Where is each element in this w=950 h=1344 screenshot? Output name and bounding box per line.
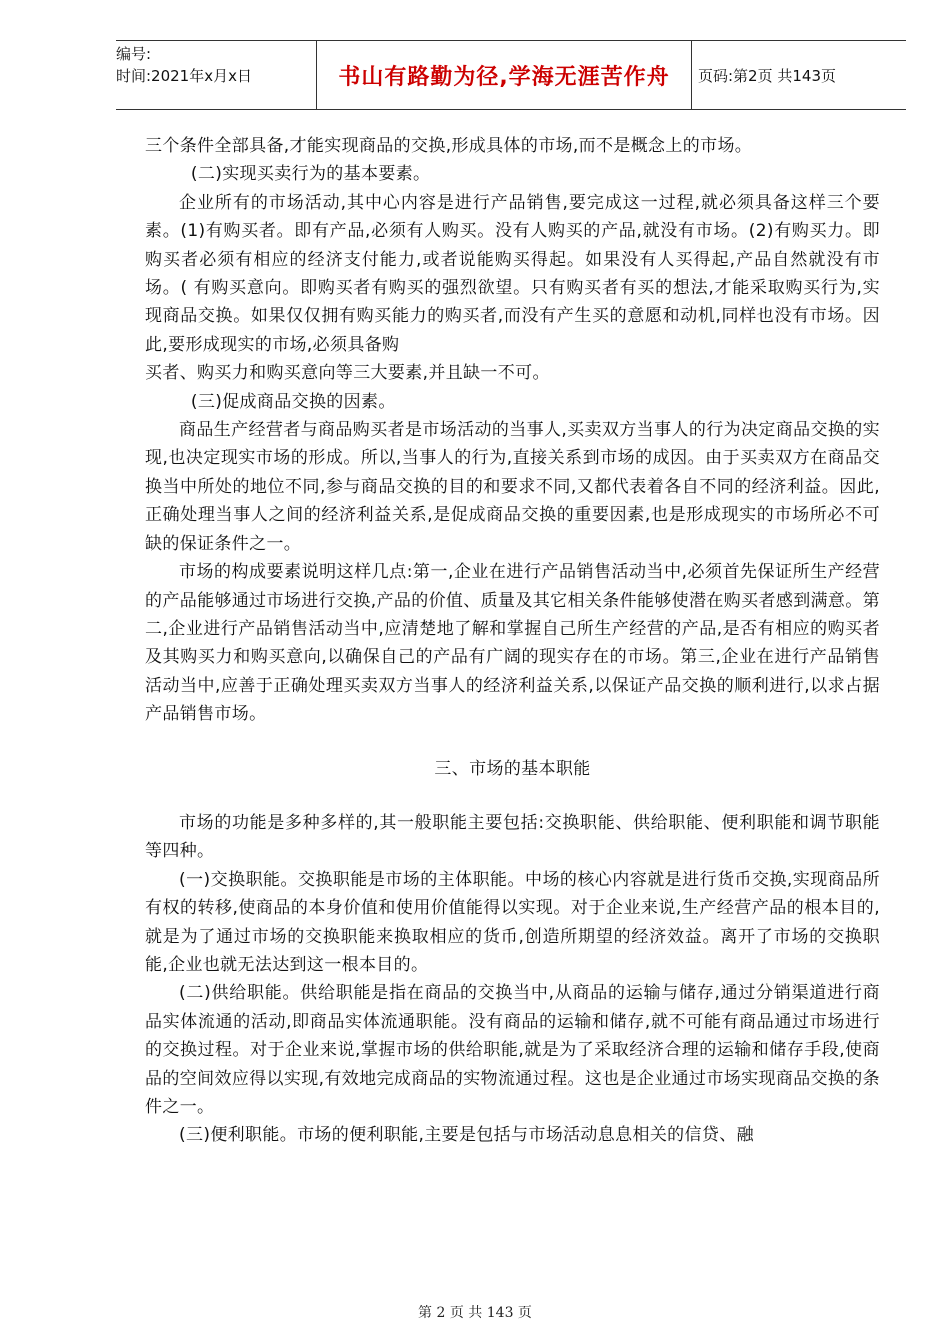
header-motto: 书山有路勤为径,学海无涯苦作舟 — [316, 41, 692, 109]
document-time-label: 时间:2021年x月x日 — [116, 67, 252, 85]
page-footer: 第 2 页 共 143 页 — [418, 1305, 532, 1321]
paragraph: (二)供给职能。供给职能是指在商品的交换当中,从商品的运输与储存,通过分销渠道进行商品实体流通的活动,即商品实体流通职能。没有商品的运输和储存,就不可能有商品通过市场进行的交换过程。对于企业来说,掌握市场的供给职能,就是为了采取经济合理的运输和储存手段,使商品的空间效应得以实现,有效地完成商品的实物流通过程。这也是企业通过市场实现商品交换的条件之一。 — [145, 983, 880, 1117]
subheading: (二)实现买卖行为的基本要素。 — [190, 164, 431, 185]
header-meta — [116, 41, 316, 111]
section-heading: 三、市场的基本职能 — [434, 758, 591, 779]
paragraph: 企业所有的市场活动,其中心内容是进行产品销售,要完成这一过程,就必须具备这样三个要素。(1)有购买者。即有产品,必须有人购买。没有人购买的产品,就没有市场。(2)有购买力。即购买者必须有相应的经济支付能力,或者说能购买得起。如果没有人买得起,产品自然就没有市场。( 有购买意向。即购买者有购买的强烈欲望。只有购买者有买的想法,才能采取购买行为,实现商品交换。如果仅仅拥有购买能力的购买者,而没有产生买的意愿和动机,同样也没有市场。因此,要形成现实的市场,必须具备购 — [145, 192, 880, 355]
subheading: (三)促成商品交换的因素。 — [190, 391, 396, 412]
document-number-label: 编号: — [116, 45, 152, 63]
header-page-info: 页码:第2页 共143页 — [698, 66, 836, 85]
paragraph: 市场的构成要素说明这样几点:第一,企业在进行产品销售活动当中,必须首先保证所生产经营的产品能够通过市场进行交换,产品的价值、质量及其它相关条件能够使潜在购买者感到满意。第二,企业进行产品销售活动当中,应清楚地了解和掌握自己所生产经营的产品,是否有相应的购买者及其购买力和购买意向,以确保自己的产品有广阔的现实存在的市场。第三,企业在进行产品销售活动当中,应善于正确处理买卖双方当事人的经济利益关系,以保证产品交换的顺利进行,以求占据产品销售市场。 — [145, 562, 880, 725]
paragraph: (三)便利职能。市场的便利职能,主要是包括与市场活动息息相关的信贷、融 — [179, 1125, 754, 1146]
page-header — [116, 40, 906, 110]
document-body — [145, 132, 880, 1150]
paragraph: 三个条件全部具备,才能实现商品的交换,形成具体的市场,而不是概念上的市场。 — [145, 136, 753, 156]
paragraph: 商品生产经营者与商品购买者是市场活动的当事人,买卖双方当事人的行为决定商品交换的实现,也决定现实市场的形成。所以,当事人的行为,直接关系到市场的成因。由于买卖双方在商品交换当中所处的地位不同,参与商品交换的目的和要求不同,又都代表着各自不同的经济利益。因此,正确处理当事人之间的经济利益关系,是促成商品交换的重要因素,也是形成现实的市场所必不可缺的保证条件之一。 — [145, 420, 880, 554]
paragraph: (一)交换职能。交换职能是市场的主体职能。中场的核心内容就是进行货币交换,实现商品所有权的转移,使商品的本身价值和使用价值能得以实现。对于企业来说,生产经营产品的根本目的,就是为了通过市场的交换职能来换取相应的货币,创造所期望的经济效益。离开了市场的交换职能,企业也就无法达到这一根本目的。 — [145, 869, 880, 975]
paragraph: 买者、购买力和购买意向等三大要素,并且缺一不可。 — [145, 363, 550, 384]
paragraph: 市场的功能是多种多样的,其一般职能主要包括:交换职能、供给职能、便利职能和调节职能等四种。 — [145, 812, 880, 862]
